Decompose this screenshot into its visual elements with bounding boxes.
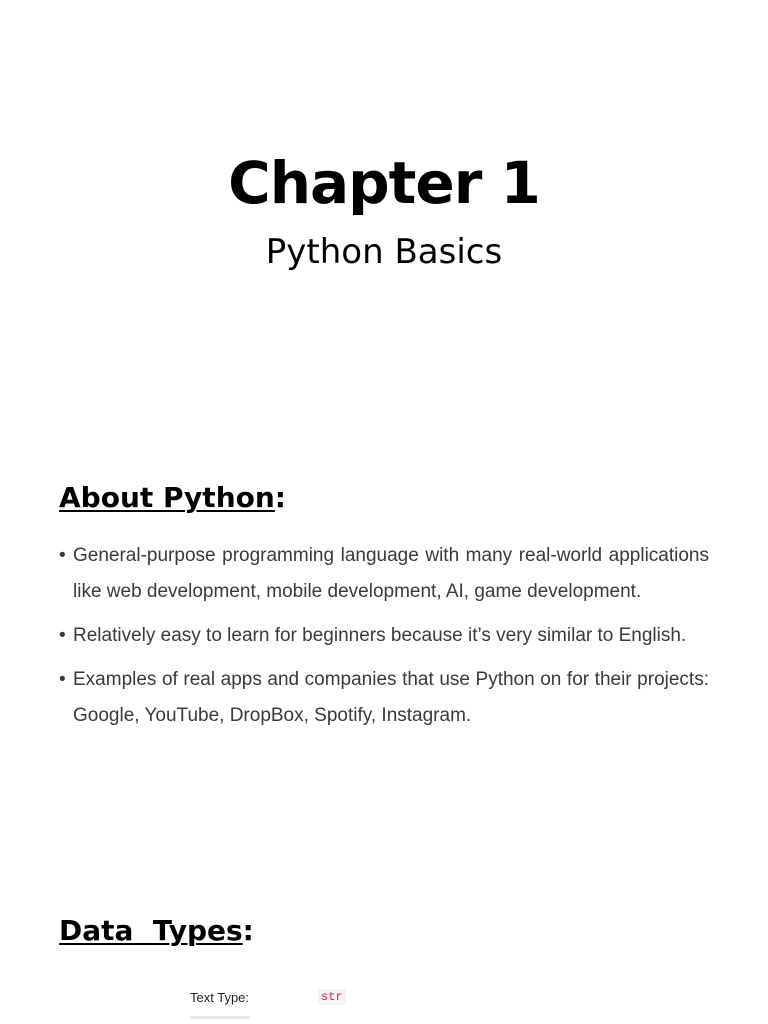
about-python-heading-text: About Python xyxy=(59,481,275,514)
data-types-heading-text: Data Types xyxy=(59,914,243,947)
data-type-label: Text Type: xyxy=(190,990,250,1005)
bullet-item xyxy=(59,662,709,734)
about-python-bullet-list xyxy=(59,538,709,742)
bullet-icon: • xyxy=(59,545,66,566)
bullet-text: Examples of real apps and companies that use Python on for their projects: Google, YouTube, DropBox, Spotify, Instagram. xyxy=(73,669,709,726)
data-types-heading xyxy=(59,913,254,949)
chapter-subtitle: Python Basics xyxy=(265,232,503,272)
bullet-icon: • xyxy=(59,669,66,690)
data-type-code: str xyxy=(318,989,346,1005)
about-python-heading-colon: : xyxy=(274,481,286,514)
data-type-row xyxy=(0,990,768,1012)
data-types-heading-colon: : xyxy=(242,914,254,947)
chapter-title: Chapter 1 xyxy=(228,149,540,217)
bullet-item xyxy=(59,538,709,610)
cropped-table-row xyxy=(190,1016,450,1024)
bullet-text: Relatively easy to learn for beginners because it’s very similar to English. xyxy=(73,625,687,646)
bullet-item xyxy=(59,618,709,654)
bullet-text: General-purpose programming language with many real-world applications like web development, mobile development, AI, game development. xyxy=(73,545,709,602)
about-python-heading xyxy=(59,480,286,516)
bullet-icon: • xyxy=(59,625,66,646)
